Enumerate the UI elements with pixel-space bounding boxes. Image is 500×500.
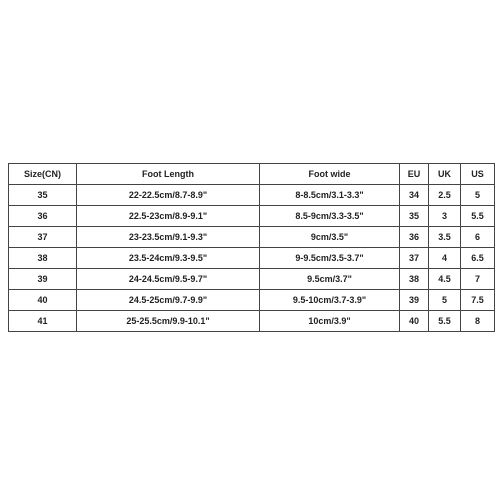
cell-uk: 4.5	[429, 269, 461, 290]
cell-uk: 5	[429, 290, 461, 311]
cell-eu: 39	[400, 290, 429, 311]
cell-eu: 35	[400, 206, 429, 227]
cell-uk: 3.5	[429, 227, 461, 248]
cell-us: 5	[461, 185, 495, 206]
header-us: US	[461, 164, 495, 185]
table-row	[9, 227, 495, 248]
cell-foot-length: 22.5-23cm/8.9-9.1"	[77, 206, 260, 227]
header-size-cn: Size(CN)	[9, 164, 77, 185]
cell-size-cn: 41	[9, 311, 77, 332]
cell-uk: 3	[429, 206, 461, 227]
cell-foot-length: 23-23.5cm/9.1-9.3"	[77, 227, 260, 248]
cell-foot-length: 25-25.5cm/9.9-10.1"	[77, 311, 260, 332]
table-row	[9, 248, 495, 269]
table-row	[9, 206, 495, 227]
cell-uk: 2.5	[429, 185, 461, 206]
cell-foot-wide: 9-9.5cm/3.5-3.7"	[260, 248, 400, 269]
cell-foot-wide: 9.5-10cm/3.7-3.9"	[260, 290, 400, 311]
cell-eu: 38	[400, 269, 429, 290]
cell-foot-wide: 9.5cm/3.7"	[260, 269, 400, 290]
cell-foot-length: 24.5-25cm/9.7-9.9"	[77, 290, 260, 311]
cell-eu: 34	[400, 185, 429, 206]
cell-us: 6	[461, 227, 495, 248]
cell-uk: 5.5	[429, 311, 461, 332]
cell-eu: 37	[400, 248, 429, 269]
cell-foot-length: 23.5-24cm/9.3-9.5"	[77, 248, 260, 269]
table-row	[9, 290, 495, 311]
table-row	[9, 311, 495, 332]
cell-us: 8	[461, 311, 495, 332]
header-uk: UK	[429, 164, 461, 185]
table-header-row	[9, 164, 495, 185]
table-row	[9, 185, 495, 206]
cell-us: 5.5	[461, 206, 495, 227]
size-chart-table	[8, 163, 495, 332]
cell-foot-length: 24-24.5cm/9.5-9.7"	[77, 269, 260, 290]
cell-size-cn: 37	[9, 227, 77, 248]
header-eu: EU	[400, 164, 429, 185]
cell-size-cn: 38	[9, 248, 77, 269]
cell-eu: 36	[400, 227, 429, 248]
cell-foot-wide: 8-8.5cm/3.1-3.3"	[260, 185, 400, 206]
cell-us: 7	[461, 269, 495, 290]
header-foot-length: Foot Length	[77, 164, 260, 185]
cell-foot-length: 22-22.5cm/8.7-8.9"	[77, 185, 260, 206]
cell-us: 6.5	[461, 248, 495, 269]
table-row	[9, 269, 495, 290]
cell-size-cn: 35	[9, 185, 77, 206]
cell-size-cn: 39	[9, 269, 77, 290]
cell-uk: 4	[429, 248, 461, 269]
header-foot-wide: Foot wide	[260, 164, 400, 185]
cell-eu: 40	[400, 311, 429, 332]
cell-size-cn: 36	[9, 206, 77, 227]
cell-foot-wide: 9cm/3.5"	[260, 227, 400, 248]
cell-foot-wide: 8.5-9cm/3.3-3.5"	[260, 206, 400, 227]
cell-foot-wide: 10cm/3.9"	[260, 311, 400, 332]
cell-size-cn: 40	[9, 290, 77, 311]
cell-us: 7.5	[461, 290, 495, 311]
